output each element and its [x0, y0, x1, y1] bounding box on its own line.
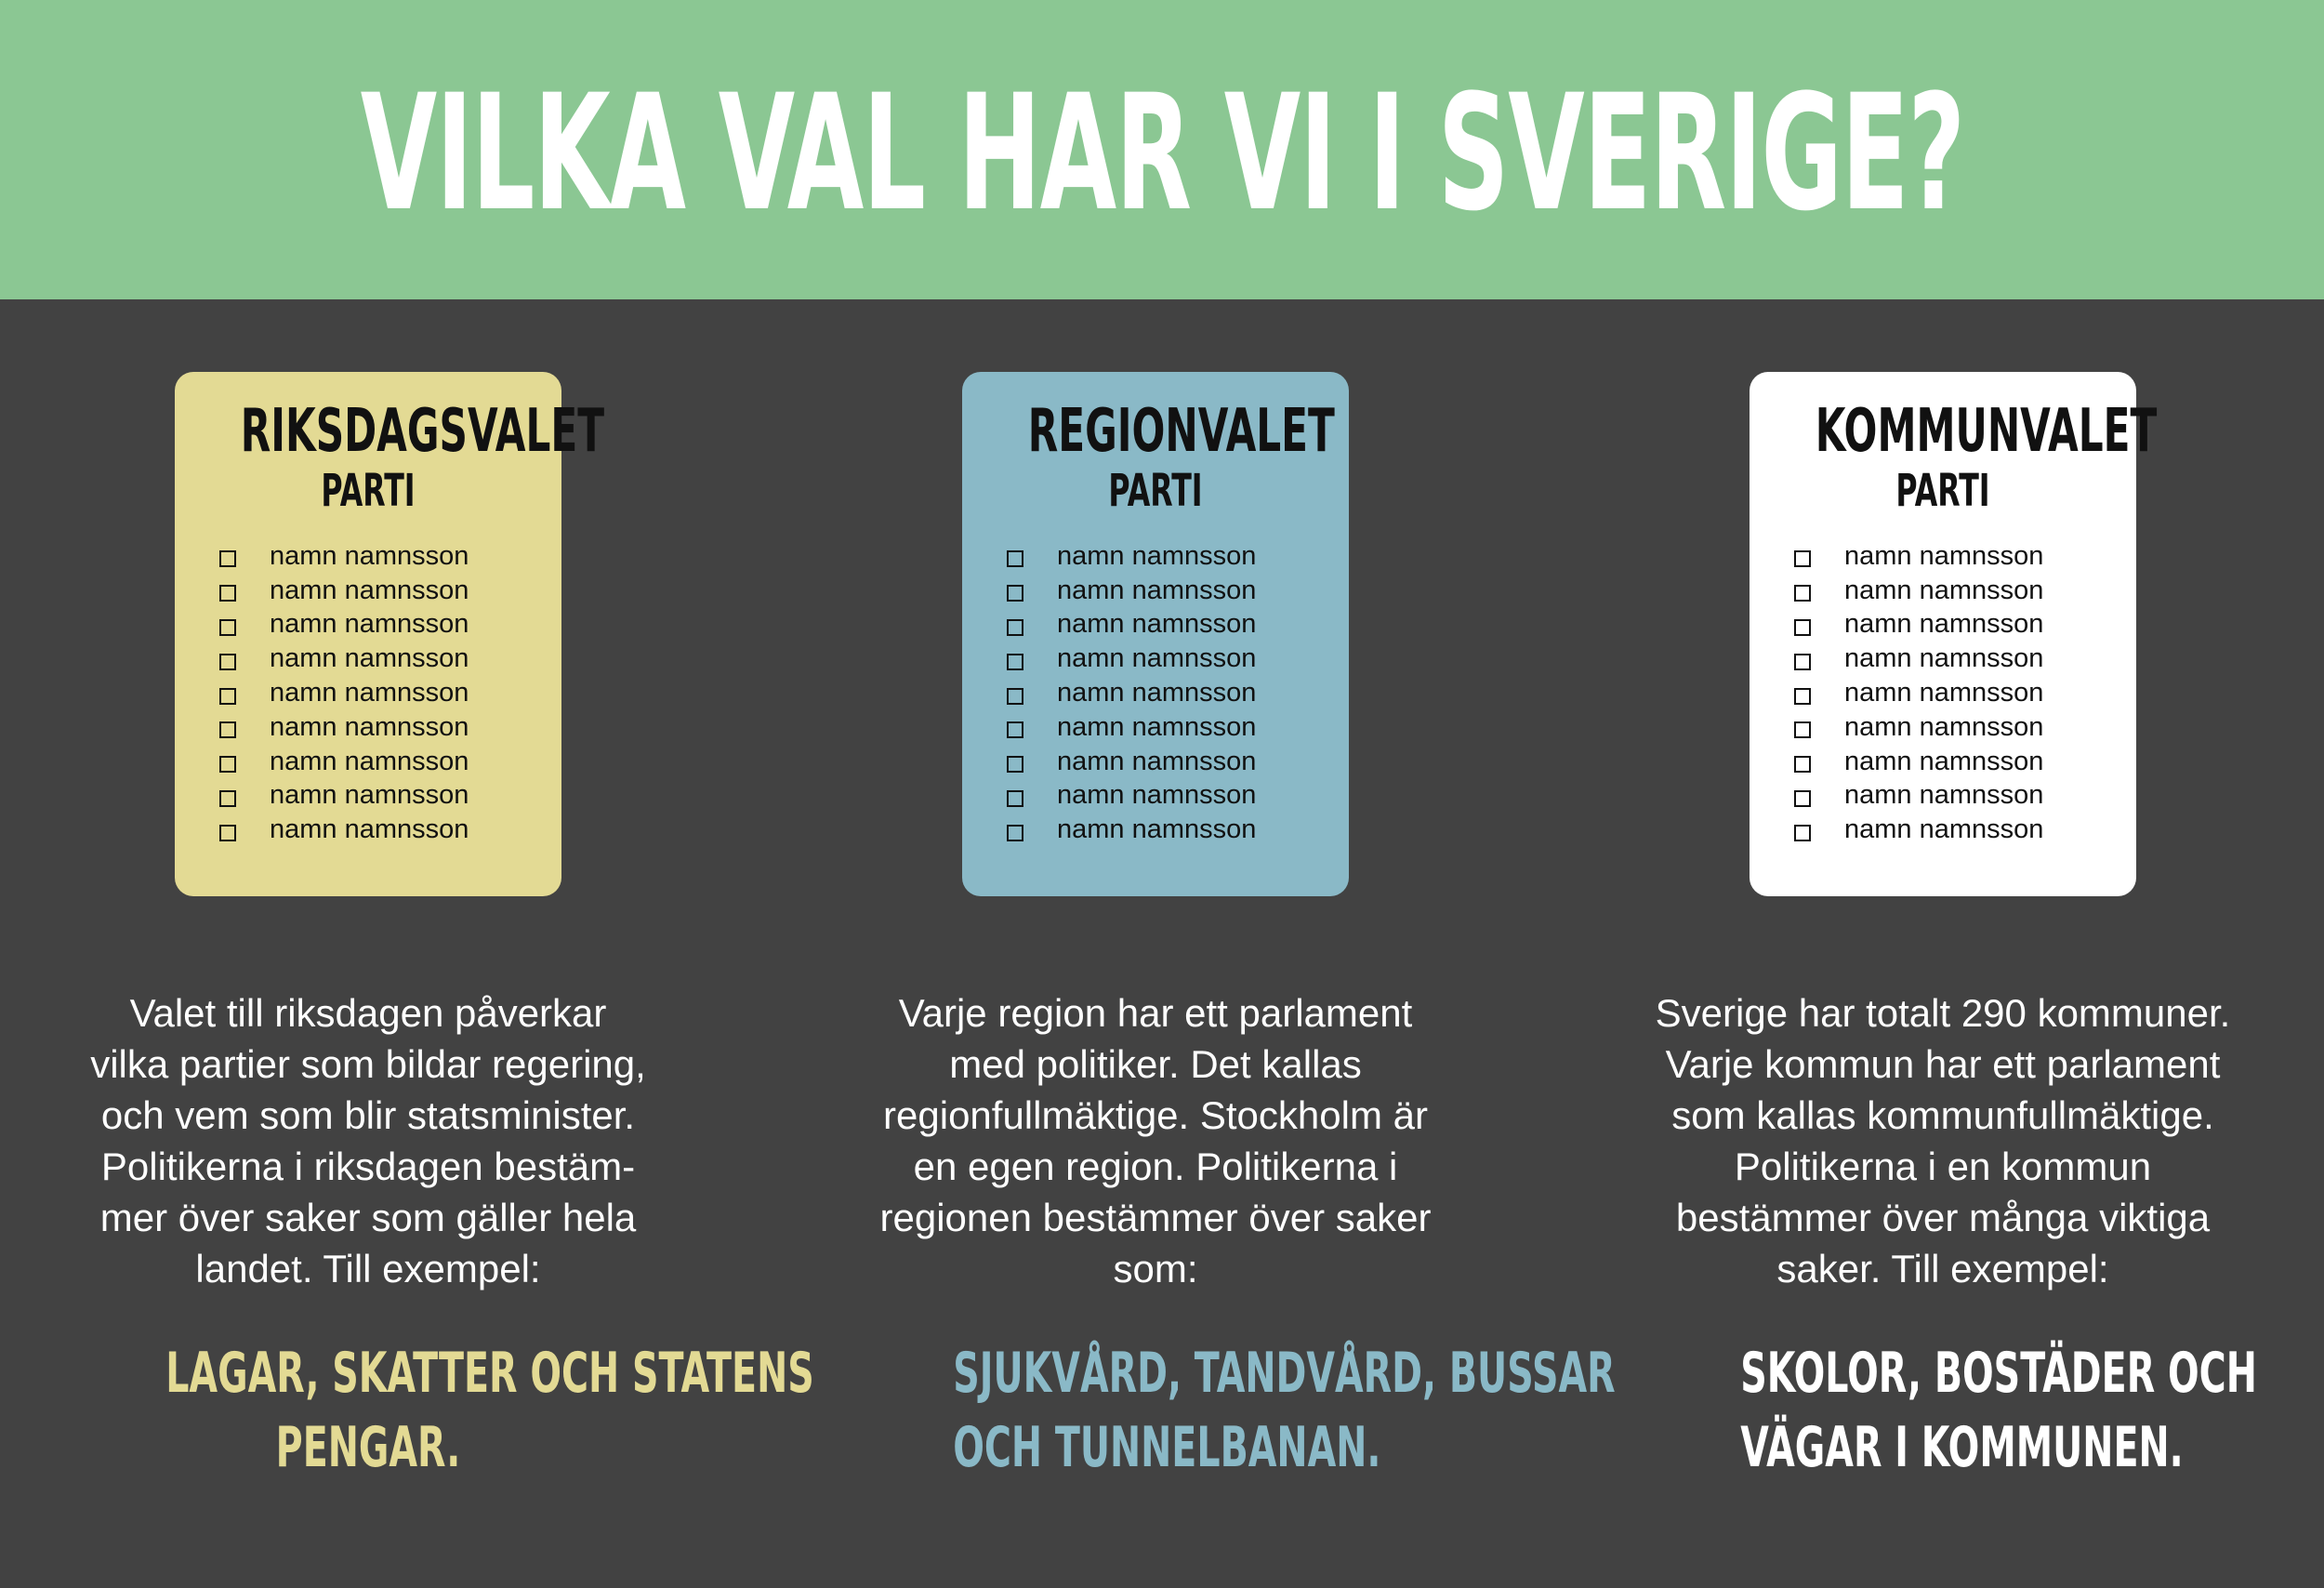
description-text [1636, 987, 2250, 1294]
candidate-row [219, 813, 469, 847]
ballot-card [962, 372, 1349, 896]
topic-line: OCH TUNNELBANAN. [953, 1415, 1381, 1480]
election-column [1636, 299, 2257, 1588]
candidate-list [1794, 539, 2043, 847]
ballot-subtitle: PARTI [1895, 465, 1990, 517]
description-line: som kallas kommunfullmäktige. [1671, 1093, 2214, 1137]
topics-highlight [61, 1336, 814, 1485]
description-text [61, 987, 675, 1294]
ballot-card [175, 372, 605, 896]
candidate-row [1007, 642, 1256, 676]
candidate-name: namn namnsson [270, 609, 469, 640]
candidate-name: namn namnsson [270, 643, 469, 674]
topics-highlight [1636, 1336, 2257, 1485]
ballot-title: REGIONVALET [1027, 397, 1335, 466]
description-line: Politikerna i en kommun [1734, 1145, 2152, 1188]
candidate-name: namn namnsson [270, 575, 469, 605]
description-line: regionen bestämmer över saker [879, 1196, 1432, 1239]
candidate-name: namn namnsson [270, 746, 469, 776]
candidate-name: namn namnsson [270, 540, 469, 571]
checkbox-icon [1007, 585, 1023, 602]
checkbox-icon [219, 619, 236, 636]
checkbox-icon [1794, 585, 1811, 602]
candidate-name: namn namnsson [1844, 711, 2044, 742]
candidate-row [219, 710, 469, 745]
candidate-row [1007, 779, 1256, 814]
candidate-name: namn namnsson [1057, 814, 1257, 845]
header-banner [0, 0, 2324, 299]
candidate-name: namn namnsson [1057, 643, 1257, 674]
ballot-subtitle: PARTI [321, 465, 416, 517]
description-line: Varje region har ett parlament [898, 991, 1413, 1035]
topic-line: PENGAR. [275, 1415, 461, 1480]
candidate-name: namn namnsson [1057, 540, 1257, 571]
description-line: med politiker. Det kallas [949, 1042, 1362, 1086]
candidate-name: namn namnsson [1844, 540, 2044, 571]
checkbox-icon [219, 825, 236, 841]
checkbox-icon [219, 585, 236, 602]
candidate-row [1794, 813, 2043, 847]
checkbox-icon [1794, 825, 1811, 841]
candidate-row [219, 745, 469, 779]
topic-line: VÄGAR I KOMMUNEN. [1740, 1415, 2184, 1480]
checkbox-icon [1007, 654, 1023, 670]
candidate-name: namn namnsson [270, 678, 469, 708]
description-line: Politikerna i riksdagen bestäm- [100, 1145, 636, 1188]
candidate-row [1007, 539, 1256, 574]
topic-line: SKOLOR, BOSTÄDER OCH [1740, 1341, 2257, 1406]
checkbox-icon [1007, 825, 1023, 841]
description-line: landet. Till exempel: [195, 1247, 541, 1290]
checkbox-icon [219, 790, 236, 807]
ballot-card [1750, 372, 2158, 896]
topic-line: SJUKVÅRD, TANDVÅRD, BUSSAR [953, 1341, 1616, 1406]
checkbox-icon [1007, 790, 1023, 807]
candidate-row [1007, 745, 1256, 779]
description-line: Valet till riksdagen påverkar [129, 991, 607, 1035]
candidate-name: namn namnsson [1057, 780, 1257, 811]
checkbox-icon [1794, 654, 1811, 670]
candidate-row [1007, 574, 1256, 608]
description-line: Varje kommun har ett parlament [1665, 1042, 2221, 1086]
candidate-row [219, 539, 469, 574]
candidate-name: namn namnsson [1844, 780, 2044, 811]
description-line: en egen region. Politikerna i [913, 1145, 1398, 1188]
checkbox-icon [1007, 721, 1023, 738]
election-column [61, 299, 814, 1588]
candidate-row [219, 642, 469, 676]
candidate-row [1007, 710, 1256, 745]
candidate-row [219, 574, 469, 608]
checkbox-icon [1794, 550, 1811, 567]
checkbox-icon [1794, 790, 1811, 807]
candidate-name: namn namnsson [1057, 746, 1257, 776]
ballot-title: RIKSDAGSVALET [240, 397, 605, 466]
candidate-name: namn namnsson [270, 780, 469, 811]
candidate-name: namn namnsson [1844, 814, 2044, 845]
candidate-name: namn namnsson [1844, 575, 2044, 605]
candidate-name: namn namnsson [1844, 643, 2044, 674]
checkbox-icon [1007, 688, 1023, 705]
checkbox-icon [1007, 619, 1023, 636]
checkbox-icon [219, 721, 236, 738]
candidate-name: namn namnsson [1057, 678, 1257, 708]
candidate-name: namn namnsson [1844, 746, 2044, 776]
candidate-row [1007, 813, 1256, 847]
description-line: och vem som blir statsminister. [100, 1093, 636, 1137]
checkbox-icon [1794, 619, 1811, 636]
candidate-row [1794, 539, 2043, 574]
candidate-name: namn namnsson [270, 814, 469, 845]
checkbox-icon [1794, 688, 1811, 705]
checkbox-icon [219, 550, 236, 567]
checkbox-icon [219, 654, 236, 670]
description-line: bestämmer över många viktiga [1675, 1196, 2211, 1239]
checkbox-icon [219, 688, 236, 705]
candidate-row [1794, 676, 2043, 710]
page-title: VILKA VAL HAR VI I SVERIGE? [360, 60, 1964, 246]
candidate-list [219, 539, 469, 847]
topics-highlight [849, 1336, 1616, 1485]
election-column [849, 299, 1616, 1588]
checkbox-icon [1794, 721, 1811, 738]
candidate-row [219, 608, 469, 642]
candidate-row [1007, 608, 1256, 642]
checkbox-icon [219, 756, 236, 773]
checkbox-icon [1007, 756, 1023, 773]
candidate-name: namn namnsson [1057, 711, 1257, 742]
description-line: saker. Till exempel: [1776, 1247, 2109, 1290]
candidate-row [1794, 642, 2043, 676]
candidate-name: namn namnsson [270, 711, 469, 742]
checkbox-icon [1794, 756, 1811, 773]
candidate-name: namn namnsson [1844, 678, 2044, 708]
description-line: vilka partier som bildar regering, [90, 1042, 646, 1086]
description-line: regionfullmäktige. Stockholm är [883, 1093, 1428, 1137]
candidate-name: namn namnsson [1057, 575, 1257, 605]
candidate-row [1794, 779, 2043, 814]
candidate-name: namn namnsson [1844, 609, 2044, 640]
description-line: som: [1113, 1247, 1198, 1290]
ballot-subtitle: PARTI [1108, 465, 1203, 517]
description-line: mer över saker som gäller hela [99, 1196, 637, 1239]
candidate-row [219, 779, 469, 814]
candidate-row [1794, 710, 2043, 745]
candidate-row [219, 676, 469, 710]
candidate-row [1794, 574, 2043, 608]
candidate-name: namn namnsson [1057, 609, 1257, 640]
description-text [849, 987, 1462, 1294]
checkbox-icon [1007, 550, 1023, 567]
topic-line: LAGAR, SKATTER OCH STATENS [165, 1341, 814, 1406]
candidate-row [1794, 745, 2043, 779]
ballot-title: KOMMUNVALET [1815, 397, 2158, 466]
candidate-row [1794, 608, 2043, 642]
candidate-row [1007, 676, 1256, 710]
description-line: Sverige har totalt 290 kommuner. [1655, 991, 2231, 1035]
candidate-list [1007, 539, 1256, 847]
